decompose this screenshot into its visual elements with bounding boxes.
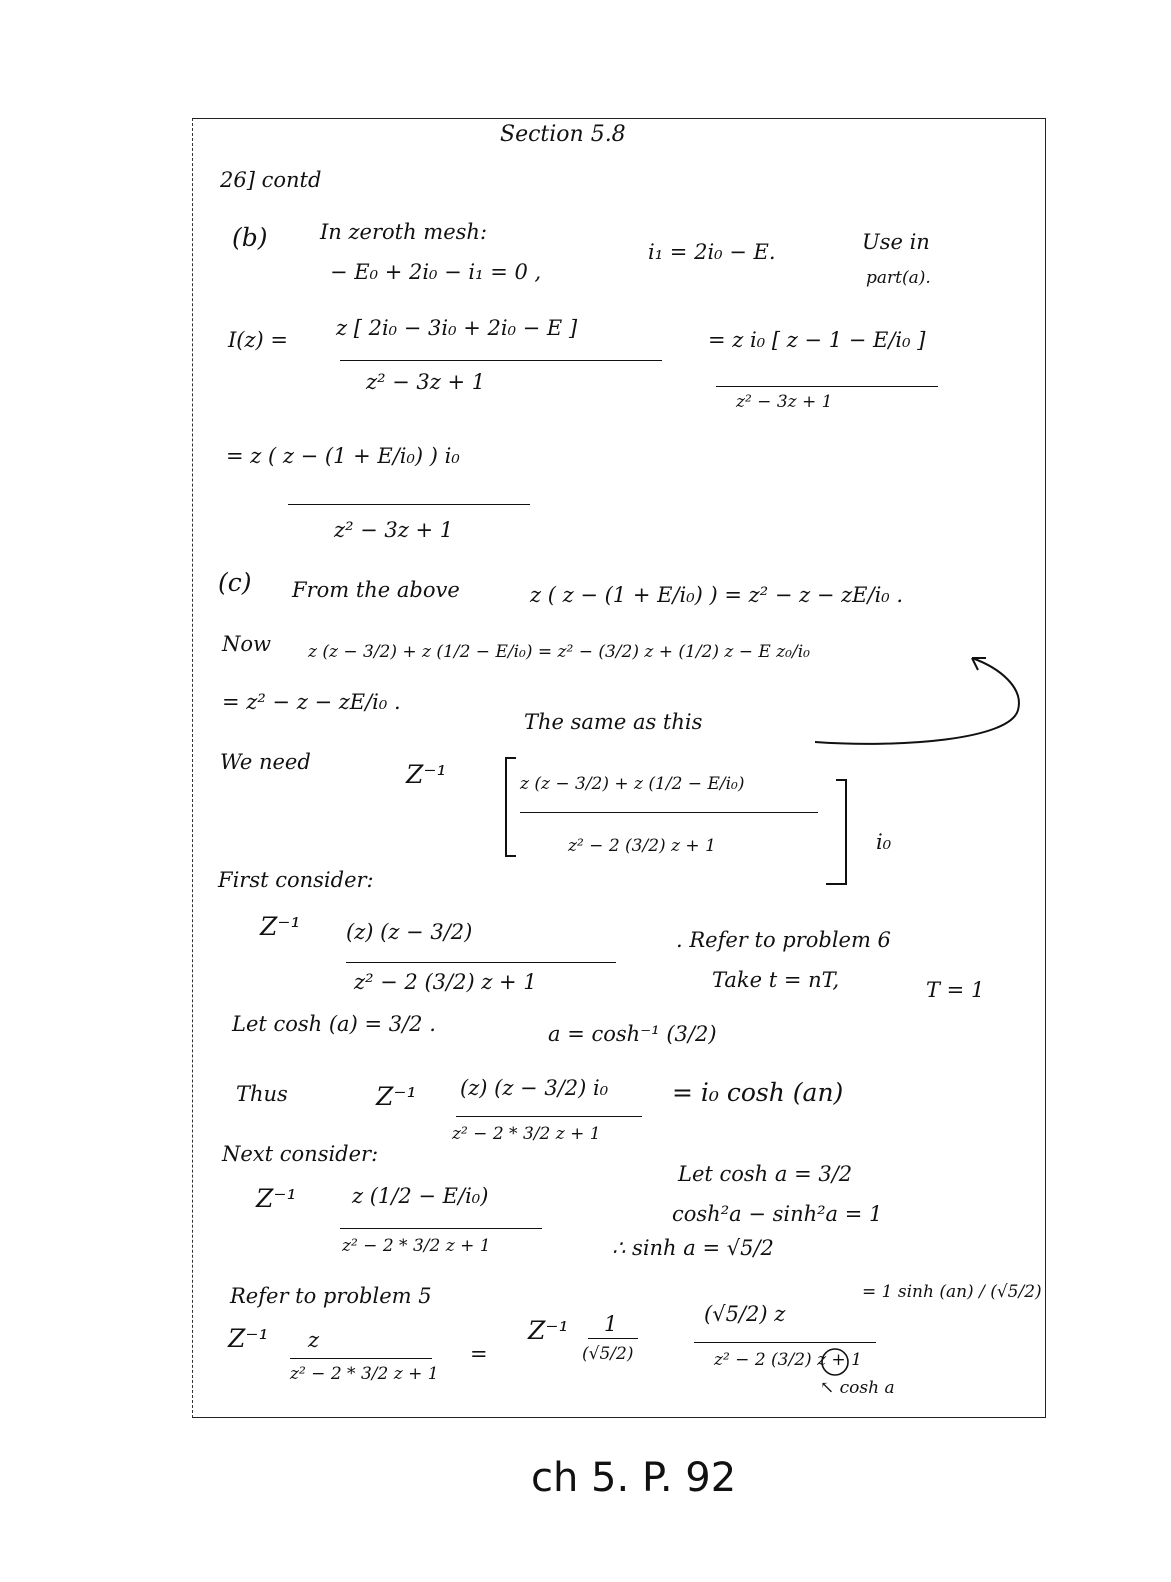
next-bar bbox=[340, 1228, 542, 1229]
part-c-now: Now bbox=[222, 632, 271, 656]
last-op: Z⁻¹ bbox=[228, 1324, 269, 1353]
identity: cosh²a − sinh²a = 1 bbox=[672, 1202, 883, 1226]
cosha-note: ↖ cosh a bbox=[820, 1378, 895, 1398]
thus-res: = i₀ cosh (an) bbox=[672, 1078, 844, 1107]
first-op: Z⁻¹ bbox=[260, 912, 301, 941]
first-den: z² − 2 (3/2) z + 1 bbox=[354, 970, 537, 994]
part-b-eq1: − E₀ + 2i₀ − i₁ = 0 , bbox=[330, 260, 542, 284]
part-c-eq-line: = z² − z − zE/i₀ . bbox=[222, 690, 401, 714]
next-num: z (1/2 − E/i₀) bbox=[352, 1184, 489, 1208]
let-cosh: Let cosh (a) = 3/2 . bbox=[232, 1012, 436, 1036]
need-num: z (z − 3/2) + z (1/2 − E/i₀) bbox=[520, 774, 745, 794]
refer5: Refer to problem 5 bbox=[230, 1284, 432, 1308]
next-op: Z⁻¹ bbox=[256, 1184, 297, 1213]
part-b-eq2: i₁ = 2i₀ − E. bbox=[648, 240, 776, 264]
part-b-use: Use in bbox=[862, 230, 930, 254]
page-footer: ch 5. P. 92 bbox=[531, 1455, 737, 1501]
part-b-use2: part(a). bbox=[866, 268, 931, 288]
last-frac-num: 1 bbox=[604, 1312, 618, 1336]
iz-num2: = z i₀ [ z − 1 − E/i₀ ] bbox=[708, 328, 926, 352]
part-c-now-eq: z (z − 3/2) + z (1/2 − E/i₀) = z² − (3/2) z + (1/2) z − E z₀/i₀ bbox=[308, 642, 810, 662]
last-res: = 1 sinh (an) / (√5/2) bbox=[862, 1282, 1042, 1302]
last-op2: Z⁻¹ bbox=[528, 1316, 569, 1345]
sinh-eq: ∴ sinh a = √5/2 bbox=[612, 1236, 774, 1260]
last-eq: = bbox=[470, 1342, 488, 1366]
last-num: z bbox=[308, 1328, 320, 1352]
iz-den3: z² − 3z + 1 bbox=[334, 518, 454, 542]
first-consider: First consider: bbox=[218, 868, 374, 892]
part-b-line1: In zeroth mesh: bbox=[320, 220, 488, 244]
part-c-from: From the above bbox=[292, 578, 460, 602]
thus-den: z² − 2 * 3/2 z + 1 bbox=[452, 1124, 601, 1144]
problem-label: 26] contd bbox=[220, 168, 322, 192]
let-cosha: Let cosh a = 3/2 bbox=[678, 1162, 853, 1186]
section-header: Section 5.8 bbox=[500, 122, 626, 147]
part-c-label: (c) bbox=[218, 568, 252, 597]
last-den2: z² − 2 (3/2) z + 1 bbox=[714, 1350, 862, 1370]
a-eq: a = cosh⁻¹ (3/2) bbox=[548, 1022, 717, 1046]
t1: T = 1 bbox=[926, 978, 985, 1002]
part-c-same: The same as this bbox=[524, 710, 703, 734]
next-den: z² − 2 * 3/2 z + 1 bbox=[342, 1236, 491, 1256]
refer6: . Refer to problem 6 bbox=[676, 928, 891, 952]
part-b-label: (b) bbox=[232, 223, 268, 252]
need-bar bbox=[520, 812, 818, 813]
last-num2: (√5/2) z bbox=[704, 1302, 786, 1326]
thus-op: Z⁻¹ bbox=[376, 1082, 417, 1111]
iz-num: z [ 2i₀ − 3i₀ + 2i₀ − E ] bbox=[336, 316, 578, 340]
last-bar2 bbox=[694, 1342, 876, 1343]
iz-den: z² − 3z + 1 bbox=[366, 370, 486, 394]
first-bar bbox=[346, 962, 616, 963]
last-frac-bar bbox=[588, 1338, 638, 1339]
first-num: (z) (z − 3/2) bbox=[346, 920, 473, 944]
thus-num: (z) (z − 3/2) i₀ bbox=[460, 1076, 609, 1100]
thus: Thus bbox=[236, 1082, 288, 1106]
thus-bar bbox=[456, 1116, 642, 1117]
last-den: z² − 2 * 3/2 z + 1 bbox=[290, 1364, 439, 1384]
iz-den2: z² − 3z + 1 bbox=[736, 392, 833, 412]
iz-lhs: I(z) = bbox=[228, 328, 289, 352]
part-c-need: We need bbox=[220, 750, 311, 774]
take: Take t = nT, bbox=[712, 968, 840, 992]
part-c-from-eq: z ( z − (1 + E/i₀) ) = z² − z − zE/i₀ . bbox=[530, 583, 904, 607]
last-frac-den: (√5/2) bbox=[582, 1344, 634, 1364]
need-op: Z⁻¹ bbox=[406, 760, 447, 789]
need-den: z² − 2 (3/2) z + 1 bbox=[568, 836, 716, 856]
need-tail: i₀ bbox=[876, 830, 892, 854]
last-bar bbox=[290, 1358, 432, 1359]
iz-num3: = z ( z − (1 + E/i₀) ) i₀ bbox=[226, 444, 460, 468]
next-consider: Next consider: bbox=[222, 1142, 379, 1166]
